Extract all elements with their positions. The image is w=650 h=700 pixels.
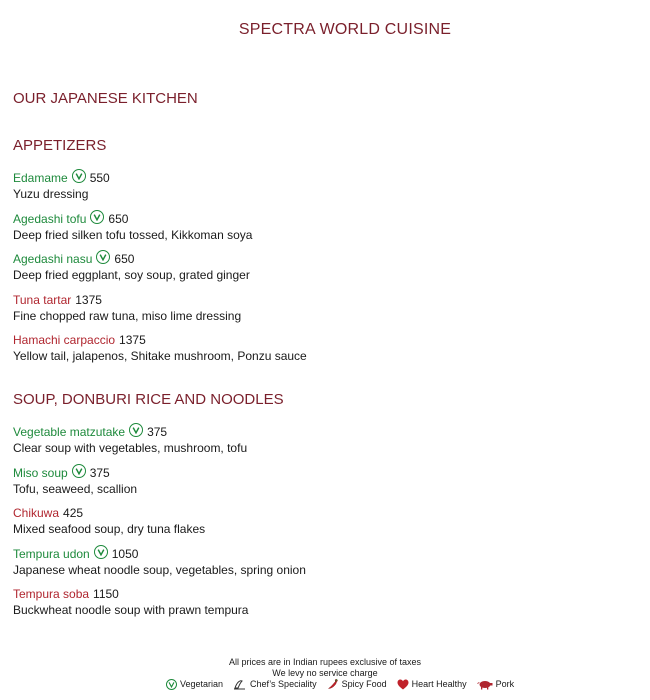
dish-name: Hamachi carpaccio bbox=[13, 333, 116, 347]
chefs-speciality-icon bbox=[233, 679, 247, 690]
dish-description: Deep fried silken tofu tossed, Kikkoman soya bbox=[13, 227, 253, 242]
dish-description: Fine chopped raw tuna, miso lime dressing bbox=[13, 308, 242, 323]
dish-price: 1150 bbox=[93, 587, 119, 601]
dish-description: Clear soup with vegetables, mushroom, tofu bbox=[13, 441, 248, 455]
dish-description: Mixed seafood soup, dry tuna flakes bbox=[13, 522, 206, 536]
legend-pork bbox=[477, 679, 515, 690]
restaurant-title: SPECTRA WORLD CUISINE bbox=[238, 21, 452, 38]
legend-heart-healthy bbox=[397, 679, 467, 690]
vegetarian-icon bbox=[94, 545, 108, 559]
dish-price: 550 bbox=[89, 171, 110, 185]
menu-item bbox=[13, 211, 252, 243]
dish-description: Tofu, seaweed, scallion bbox=[13, 481, 138, 496]
menu-item bbox=[13, 170, 110, 202]
dish-name: Chikuwa bbox=[13, 506, 60, 520]
legend-vegetarian bbox=[166, 679, 223, 690]
dish-name: Tempura soba bbox=[13, 587, 90, 601]
legend bbox=[166, 678, 524, 690]
dish-price: 1375 bbox=[119, 333, 146, 347]
kitchen-title: OUR JAPANESE KITCHEN bbox=[13, 90, 198, 107]
dish-description: Japanese wheat noodle soup, vegetables, spring onion bbox=[13, 562, 306, 577]
menu-item bbox=[13, 424, 247, 456]
menu-item bbox=[13, 251, 250, 283]
dish-price: 650 bbox=[108, 211, 129, 226]
dish-price: 425 bbox=[63, 506, 84, 520]
legend-label: Spicy Food bbox=[341, 679, 387, 689]
chili-icon bbox=[327, 678, 339, 690]
menu-item bbox=[13, 465, 137, 497]
dish-description: Deep fried eggplant, soy soup, grated ginger bbox=[13, 268, 250, 282]
pig-icon bbox=[477, 679, 493, 690]
vegetarian-icon bbox=[72, 169, 86, 183]
vegetarian-icon bbox=[72, 464, 86, 478]
menu-item bbox=[13, 505, 205, 537]
dish-name: Tuna tartar bbox=[13, 292, 72, 307]
legend-label: Heart Healthy bbox=[411, 679, 467, 689]
legend-spicy-food bbox=[327, 678, 387, 690]
vegetarian-icon bbox=[166, 679, 177, 690]
footer-service-note: We levy no service charge bbox=[272, 668, 378, 678]
dish-description: Yellow tail, jalapenos, Shitake mushroom, Ponzu sauce bbox=[13, 349, 307, 363]
dish-price: 375 bbox=[147, 425, 168, 439]
vegetarian-icon bbox=[90, 210, 104, 224]
menu-item bbox=[13, 292, 241, 324]
legend-label: Vegetarian bbox=[180, 679, 224, 689]
menu-item bbox=[13, 546, 306, 578]
dish-price: 650 bbox=[114, 252, 135, 266]
legend-label: Chef’s Speciality bbox=[250, 679, 317, 689]
legend-label: Pork bbox=[495, 679, 515, 689]
dish-price: 1375 bbox=[75, 292, 102, 307]
dish-name: Agedashi tofu bbox=[13, 211, 87, 226]
dish-description: Buckwheat noodle soup with prawn tempura bbox=[13, 603, 249, 617]
dish-description: Yuzu dressing bbox=[13, 187, 89, 201]
section-title: APPETIZERS bbox=[13, 137, 107, 154]
legend-chefs-speciality bbox=[233, 679, 317, 690]
vegetarian-icon bbox=[129, 423, 143, 437]
dish-name: Edamame bbox=[13, 171, 68, 185]
dish-name: Agedashi nasu bbox=[13, 252, 93, 266]
section-title: SOUP, DONBURI RICE AND NOODLES bbox=[13, 391, 284, 408]
dish-name: Vegetable matzutake bbox=[13, 425, 126, 439]
vegetarian-icon bbox=[96, 250, 110, 264]
footer-prices-note: All prices are in Indian rupees exclusive of taxes bbox=[228, 657, 422, 667]
heart-icon bbox=[397, 679, 409, 690]
menu-item bbox=[13, 332, 307, 364]
dish-name: Tempura udon bbox=[13, 546, 90, 561]
menu-item bbox=[13, 586, 248, 618]
dish-price: 375 bbox=[89, 465, 110, 480]
dish-name: Miso soup bbox=[13, 465, 68, 480]
dish-price: 1050 bbox=[111, 546, 139, 561]
